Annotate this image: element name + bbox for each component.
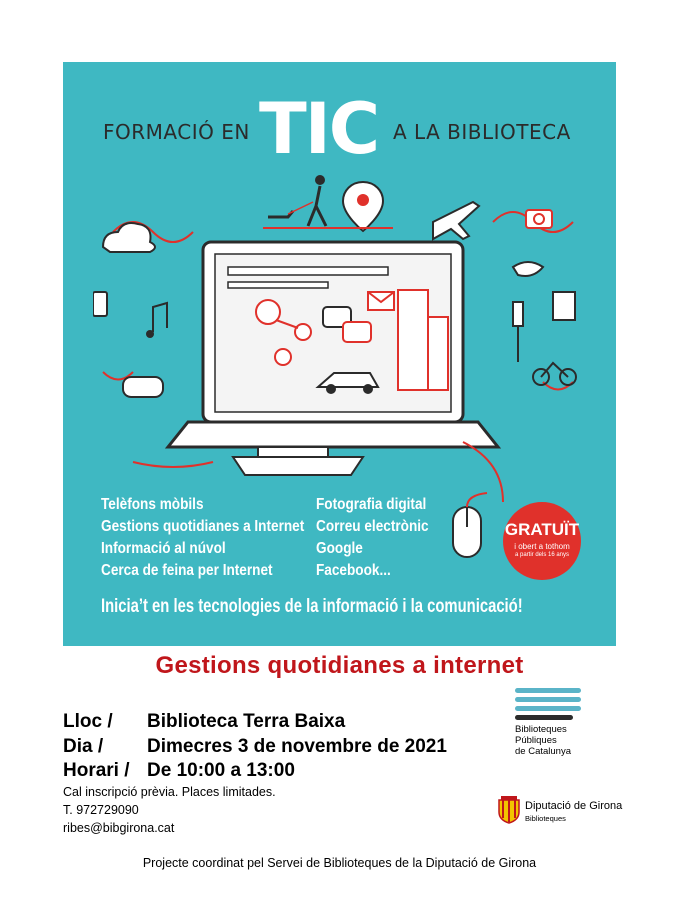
bpc-text bbox=[515, 724, 587, 757]
camera-icon bbox=[526, 210, 552, 228]
topic-item: Telèfons mòbils bbox=[101, 496, 204, 513]
diputacio-sub: Biblioteques bbox=[525, 814, 566, 823]
bird-icon bbox=[513, 262, 543, 276]
music-note-icon bbox=[146, 303, 167, 338]
topics-right bbox=[316, 494, 429, 582]
day-value: Dimecres 3 de novembre de 2021 bbox=[147, 736, 447, 757]
topic-item: Gestions quotidianes a Internet bbox=[101, 518, 305, 535]
topic-item: Cerca de feina per Internet bbox=[101, 562, 273, 579]
traffic-light-icon bbox=[513, 302, 523, 362]
topic-item: Informació al núvol bbox=[101, 540, 226, 557]
topic-item: Facebook... bbox=[316, 562, 391, 579]
badge-title: GRATUÏT bbox=[504, 520, 580, 539]
time-value: De 10:00 a 13:00 bbox=[147, 760, 295, 781]
day-row bbox=[63, 736, 447, 758]
day-label: Dia / bbox=[63, 736, 104, 757]
topic-item: Fotografia digital bbox=[316, 496, 427, 513]
bpc-book-icon bbox=[515, 688, 587, 720]
laptop-illustration bbox=[93, 172, 593, 502]
footer-credit: Projecte coordinat pel Servei de Biblioteques de la Diputació de Girona bbox=[142, 856, 537, 870]
free-badge bbox=[503, 502, 581, 580]
walker-icon bbox=[268, 175, 326, 226]
bpc-line: de Catalunya bbox=[515, 746, 571, 757]
badge-line1: i obert a tothom bbox=[514, 542, 570, 551]
phone-number: T. 972729090 bbox=[63, 803, 139, 817]
registration-note: Cal inscripció prèvia. Places limitades. bbox=[63, 785, 276, 799]
place-label: Lloc / bbox=[63, 711, 113, 732]
time-row bbox=[63, 760, 295, 782]
diputacio-logo bbox=[497, 796, 627, 826]
place-row bbox=[63, 711, 345, 733]
plane-icon bbox=[433, 202, 479, 239]
badge-line2: a partir dels 16 anys bbox=[514, 552, 570, 558]
title-tic: TIC bbox=[259, 88, 379, 170]
title-left: FORMACIÓ EN bbox=[103, 120, 250, 144]
poster-slogan: Inicia’t en les tecnologies de la informació i la comunicació! bbox=[101, 596, 523, 617]
diputacio-name: Diputació de Girona bbox=[525, 800, 623, 812]
boat-icon bbox=[233, 447, 363, 475]
poster-title bbox=[63, 88, 616, 170]
place-value: Biblioteca Terra Baixa bbox=[147, 711, 346, 732]
gamepad-icon bbox=[123, 377, 163, 397]
topic-item: Correu electrònic bbox=[316, 518, 429, 535]
bpc-line: Públiques bbox=[515, 735, 557, 746]
bpc-logo bbox=[515, 688, 587, 774]
topic-item: Google bbox=[316, 540, 363, 557]
coat-of-arms-icon bbox=[497, 796, 521, 824]
bpc-line: Biblioteques bbox=[515, 724, 567, 735]
email-address[interactable]: ribes@bibgirona.cat bbox=[63, 821, 175, 835]
phone-icon bbox=[93, 292, 107, 316]
cloud-icon bbox=[103, 223, 155, 252]
cyclist-icon bbox=[533, 363, 576, 385]
document-icon bbox=[553, 292, 575, 320]
session-heading: Gestions quotidianes a internet bbox=[155, 652, 524, 679]
topics-left bbox=[101, 494, 304, 582]
poster bbox=[63, 62, 616, 646]
time-label: Horari / bbox=[63, 760, 130, 781]
mouse-icon bbox=[443, 492, 493, 572]
title-right: A LA BIBLIOTECA bbox=[393, 120, 571, 144]
mail-icon bbox=[368, 292, 394, 310]
location-pin-icon bbox=[343, 182, 383, 231]
